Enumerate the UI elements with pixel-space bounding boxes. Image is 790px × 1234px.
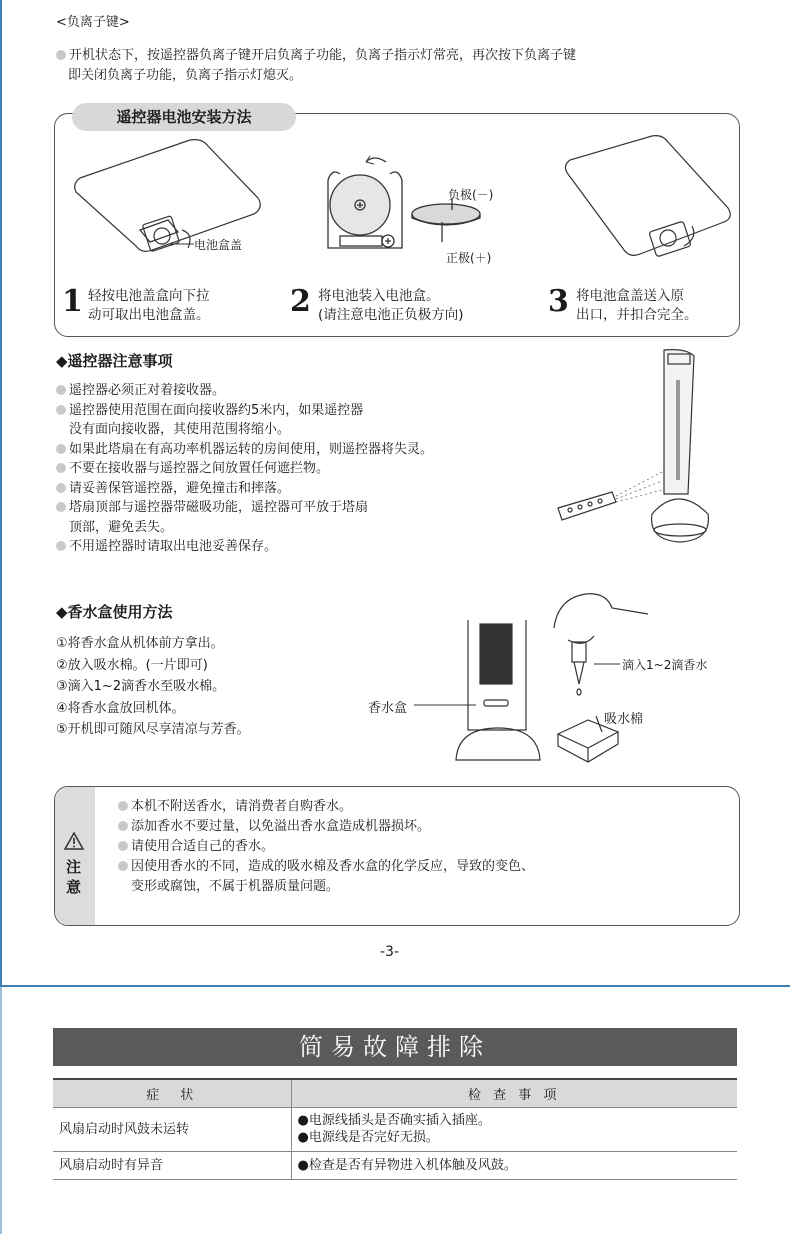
list-item-text: 变形或腐蚀，不属于机器质量问题。 — [131, 879, 340, 894]
bullet-dot — [56, 444, 66, 454]
check-item: ●电源线是否完好无损。 — [297, 1130, 439, 1145]
drop-label-leader — [594, 663, 620, 665]
step-3-line-1: 将电池盒盖送入原 — [576, 288, 684, 304]
caution-label-1: 注 — [66, 858, 82, 876]
cover-label: 电池盒盖 — [194, 238, 243, 252]
table-header-row — [53, 1079, 737, 1107]
check-item: ●检查是否有异物进入机体触及风鼓。 — [297, 1157, 517, 1173]
page-number: -3- — [380, 944, 400, 960]
step-2-line-1: 将电池装入电池盒。 — [318, 288, 440, 304]
list-item — [56, 657, 208, 674]
positive-pole-label: 正极(＋) — [446, 251, 492, 265]
remote-close-cover-illustration — [560, 134, 735, 274]
list-item-text: 不要在接收器与遥控器之间放置任何遮拦物。 — [69, 461, 330, 476]
bullet-dot — [56, 385, 66, 395]
step-1-line-2: 动可取出电池盒盖。 — [88, 307, 210, 323]
perfume-box-label: 香水盒 — [368, 701, 408, 716]
list-item — [56, 499, 368, 516]
bullet-dot — [56, 541, 66, 551]
battery-install-title: 遥控器电池安装方法 — [72, 103, 296, 131]
warning-triangle-icon — [64, 832, 84, 850]
list-item — [56, 635, 224, 652]
list-item — [131, 878, 339, 895]
header-symptom: 症 状 — [53, 1079, 291, 1107]
page-frame-left-lower — [0, 986, 2, 1234]
step-1-number: 1 — [62, 284, 83, 319]
list-item — [56, 441, 433, 458]
list-item-text: 如果此塔扇在有高功率机器运转的房间使用，则遥控器将失灵。 — [69, 441, 434, 457]
list-item-text: 请妥善保管遥控器，避免撞击和摔落。 — [69, 480, 291, 496]
neg-ion-text-1: 开机状态下，按遥控器负离子键开启负离子功能，负离子指示灯常亮，再次按下负离子键 — [56, 47, 576, 64]
list-item — [56, 700, 185, 717]
list-item-text: 不用遥控器时请取出电池妥善保存。 — [69, 539, 278, 554]
list-item-text: 因使用香水的不同，造成的吸水棉及香水盒的化学反应，导致的变色、 — [131, 859, 535, 874]
bullet-dot — [118, 801, 128, 811]
page-frame-bottom — [0, 985, 790, 987]
bullet-dot — [118, 841, 128, 851]
table-row — [53, 1107, 737, 1151]
fan-base-perfume-illustration — [454, 620, 544, 770]
step-2-line-2: (请注意电池正负极方向) — [318, 307, 464, 323]
neg-ion-heading: <负离子键> — [56, 15, 130, 30]
cotton-tray-illustration — [554, 712, 624, 768]
troubleshoot-table — [53, 1078, 737, 1180]
cover-label-leader — [168, 243, 194, 245]
list-item — [118, 858, 534, 875]
symptom-cell: 风扇启动时有异音 — [53, 1151, 291, 1179]
list-item-text: 本机不附送香水，请消费者自购香水。 — [131, 799, 353, 814]
dropper-hand-illustration — [548, 588, 658, 698]
list-item-text: 遥控器使用范围在面向接收器约5米内，如果遥控器 — [69, 402, 364, 418]
remote-open-cover-illustration — [70, 138, 280, 258]
bullet-dot — [118, 821, 128, 831]
neg-ion-text-2: 即关闭负离子功能，负离子指示灯熄灭。 — [68, 68, 303, 83]
list-item — [69, 421, 290, 438]
symptom-cell: 风扇启动时风鼓未运转 — [53, 1107, 291, 1151]
tower-fan-with-remote-illustration — [552, 344, 722, 550]
negative-pole-label: 负极(－) — [448, 188, 494, 202]
checks-cell — [291, 1107, 737, 1151]
list-item — [56, 382, 225, 399]
troubleshoot-title: 简易故障排除 — [53, 1028, 737, 1066]
drop-perfume-label: 滴入1~2滴香水 — [622, 658, 708, 672]
list-item — [56, 721, 250, 738]
list-item-text: ①将香水盒从机体前方拿出。 — [56, 636, 224, 651]
list-item-text: 塔扇顶部与遥控器带磁吸功能，遥控器可平放于塔扇 — [69, 500, 369, 515]
step-3-line-2: 出口，并扣合完全。 — [576, 307, 698, 323]
list-item-text: ⑤开机即可随风尽享清凉与芳香。 — [56, 722, 250, 737]
bullet-dot — [56, 463, 66, 473]
list-item — [56, 538, 277, 555]
list-item — [56, 480, 290, 497]
list-item-text: 没有面向接收器，其使用范围将缩小。 — [69, 422, 291, 437]
step-3-number: 3 — [548, 284, 569, 319]
checks-cell — [291, 1151, 737, 1179]
list-item — [69, 519, 173, 536]
step-1-line-1: 轻按电池盖盒向下拉 — [88, 288, 210, 304]
list-item-text: ④将香水盒放回机体。 — [56, 700, 185, 716]
bullet-dot — [118, 861, 128, 871]
page-frame-left — [0, 0, 2, 986]
remote-notes-heading: ◆遥控器注意事项 — [56, 352, 173, 370]
bullet-dot — [56, 502, 66, 512]
check-item: ●电源线插头是否确实插入插座。 — [297, 1113, 491, 1128]
header-checks: 检 查 事 项 — [291, 1079, 737, 1107]
bullet-dot — [56, 405, 66, 415]
list-item — [118, 798, 352, 815]
list-item-text: 请使用合适自己的香水。 — [131, 839, 275, 854]
list-item — [56, 678, 225, 695]
cotton-label: 吸水棉 — [604, 712, 644, 727]
list-item — [118, 838, 274, 855]
list-item-text: 添加香水不要过量，以免溢出香水盒造成机器损坏。 — [131, 819, 431, 834]
list-item-text: ②放入吸水棉。(一片即可) — [56, 657, 208, 673]
battery-holder-illustration — [318, 150, 518, 265]
step-2-number: 2 — [290, 284, 311, 319]
list-item-text: 顶部，避免丢失。 — [69, 519, 174, 535]
list-item — [118, 818, 430, 835]
list-item-text: 遥控器必须正对着接收器。 — [69, 383, 226, 398]
caution-label-2: 意 — [66, 878, 82, 896]
perfume-heading: ◆香水盒使用方法 — [56, 603, 173, 621]
table-row — [53, 1151, 737, 1179]
list-item-text: ③滴入1~2滴香水至吸水棉。 — [56, 679, 226, 694]
bullet-dot — [56, 50, 66, 60]
list-item — [56, 460, 329, 477]
bullet-dot — [56, 483, 66, 493]
list-item — [56, 402, 363, 419]
